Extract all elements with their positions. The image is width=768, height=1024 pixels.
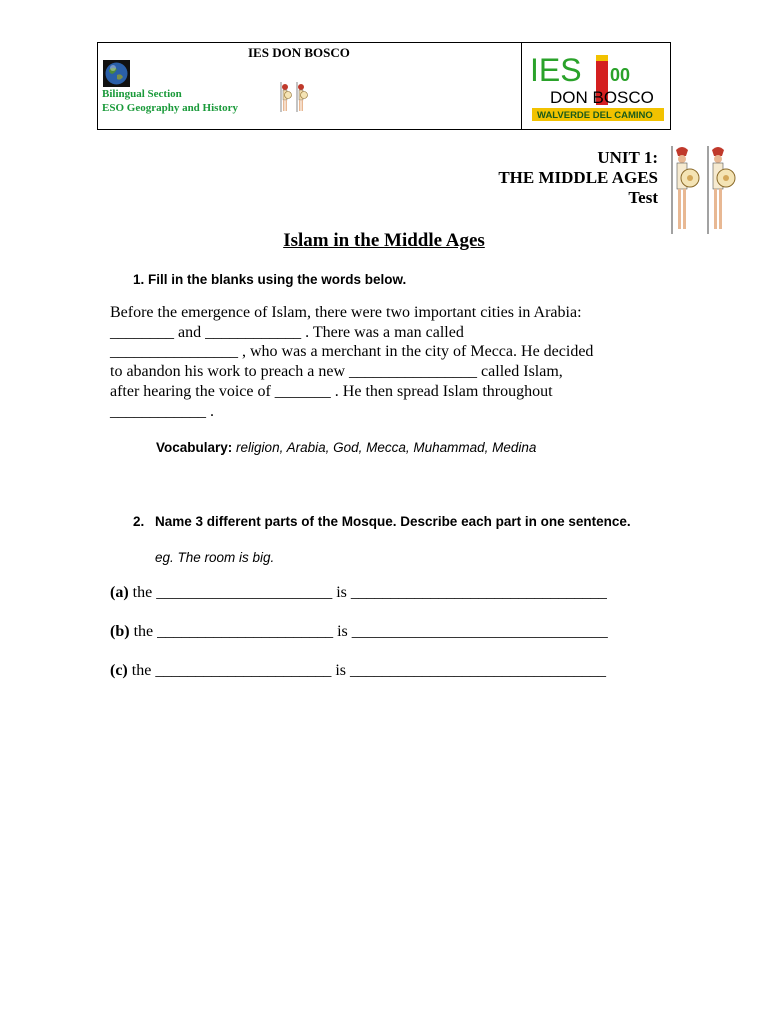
- answer-line-c[interactable]: [110, 662, 606, 680]
- answer-blank: the ______________________ is ________________________________: [129, 623, 608, 640]
- question-1-paragraph: [110, 303, 670, 421]
- paragraph-line: ________________ , who was a merchant in the city of Mecca. He decided: [110, 343, 594, 361]
- header-box: [97, 42, 671, 130]
- answer-line-b[interactable]: [110, 623, 608, 641]
- paragraph-line: ____________ .: [110, 402, 214, 420]
- vocabulary-label: Vocabulary:: [156, 440, 233, 455]
- unit-heading: [498, 148, 658, 208]
- school-name: IES DON BOSCO: [248, 45, 350, 60]
- answer-blank: the ______________________ is ________________________________: [128, 584, 607, 601]
- question-2-number: 2.: [133, 514, 145, 529]
- paragraph-line: after hearing the voice of _______ . He then spread Islam throughout: [110, 382, 553, 400]
- answer-letter: (b): [110, 623, 130, 640]
- page-title: Islam in the Middle Ages: [283, 230, 485, 251]
- answer-blank: the ______________________ is ________________________________: [127, 662, 606, 679]
- answer-letter: (c): [110, 662, 128, 679]
- unit-name: THE MIDDLE AGES: [498, 168, 658, 187]
- warriors-icon: [276, 80, 312, 116]
- answer-line-a[interactable]: [110, 584, 607, 602]
- question-1-label: 1. Fill in the blanks using the words below.: [133, 272, 407, 287]
- unit-number: UNIT 1:: [597, 148, 658, 167]
- paragraph-line: ________ and ____________ . There was a man called: [110, 323, 464, 341]
- unit-type: Test: [628, 188, 658, 207]
- vocabulary-line: [156, 440, 536, 455]
- course-label: ESO Geography and History: [102, 102, 238, 114]
- svg-text:DON BOSCO: DON BOSCO: [550, 88, 654, 107]
- question-2-label: [133, 512, 653, 531]
- svg-text:WALVERDE DEL CAMINO: WALVERDE DEL CAMINO: [537, 110, 653, 121]
- question-2-example: eg. The room is big.: [155, 550, 275, 565]
- section-label: Bilingual Section: [102, 88, 182, 100]
- svg-text:IES: IES: [530, 52, 582, 88]
- question-2-text: Name 3 different parts of the Mosque. Describe each part in one sentence.: [155, 514, 631, 529]
- school-logo: [528, 51, 668, 123]
- vocabulary-words: religion, Arabia, God, Mecca, Muhammad, Medina: [236, 440, 537, 455]
- paragraph-line: Before the emergence of Islam, there were two important cities in Arabia:: [110, 304, 582, 321]
- globe-icon: [103, 60, 130, 87]
- header-divider: [521, 43, 522, 129]
- svg-text:00: 00: [610, 65, 631, 85]
- warriors-illustration: [666, 144, 742, 236]
- answer-letter: (a): [110, 584, 129, 601]
- paragraph-line: to abandon his work to preach a new ________________ called Islam,: [110, 363, 563, 381]
